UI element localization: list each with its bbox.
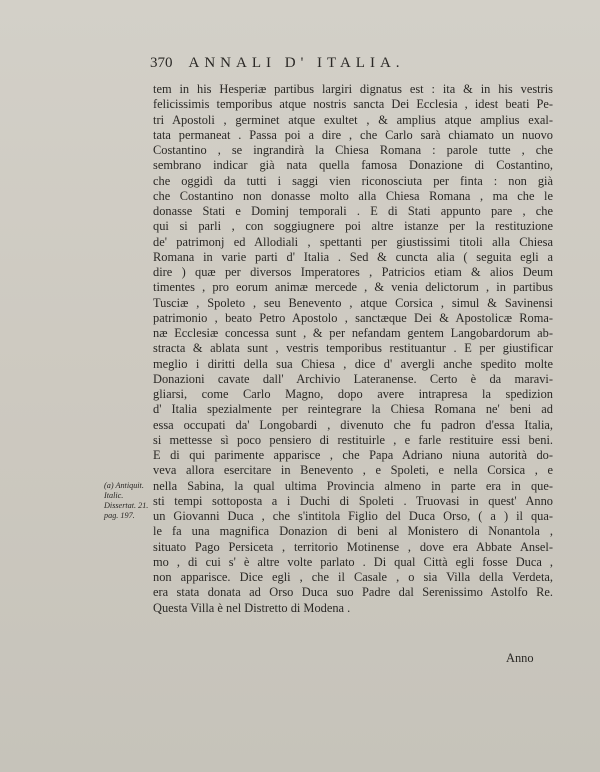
- text-line: tri Apostoli , germinet atque exultet , & amplius atque amplius exal-: [153, 112, 553, 127]
- text-line: sembrano indicar già nata quella famosa Donazione di Costantino,: [153, 158, 553, 173]
- text-line: che Costantino non donasse molto alla Chiesa Romana , ma che le: [153, 188, 553, 203]
- text-line: d' Italia spezialmente per reintegrare la Chiesa Romana ne' beni ad: [153, 402, 553, 417]
- text-line: le fa una magnifica Donazion di beni al Monistero di Nonantola ,: [153, 524, 553, 539]
- text-line: meglio i diritti della sua Chiesa , dice d' avergli anche spedito molte: [153, 356, 553, 371]
- text-line: stracta & ablata sunt , vestris temporibus restituantur . E per giustificar: [153, 341, 553, 356]
- text-line: non apparisce. Dice egli , che il Casale , o sia Villa della Verdeta,: [153, 570, 553, 584]
- text-line: donasse Stati e Dominj temporali . E di Stati appunto pare , che: [153, 204, 553, 218]
- text-line: si mettesse sì poco pensiero di restituirle , e farle restituire essi beni.: [153, 432, 553, 447]
- catchword: Anno: [506, 651, 534, 665]
- text-line: era stata donata ad Orso Duca suo Padre dal Serenissimo Astolfo Re.: [153, 585, 553, 600]
- text-line: E di qui parimente apparisce , che Papa Adriano niuna autorità do-: [153, 448, 553, 462]
- footnote-marker: (a): [104, 481, 114, 490]
- text-line: tem in his Hesperiæ partibus largiri dignatus est : ita & in his vestris: [153, 82, 553, 96]
- text-line: timentes , pro eorum animæ mercede , & venia delictorum , in partibus: [153, 280, 553, 295]
- marginal-footnote: [104, 481, 150, 521]
- text-line: Donazioni cavate dall' Archivio Lateranense. Certo è da maravi-: [153, 371, 553, 386]
- text-line: Costantino , se ingrandirà la Chiesa Romana : parole tutte , che: [153, 143, 553, 157]
- body-text: [153, 82, 553, 616]
- text-line: qui si parli , con soggiugnere poi altre istanze per la restituzione: [153, 219, 553, 234]
- page-header: [150, 55, 480, 72]
- text-line: un Giovanni Duca , che s'intitola Figlio del Duca Orso, ( a ) il qua-: [153, 509, 553, 523]
- text-line: situato Pago Persiceta , territorio Motinense , dove era Abbate Ansel-: [153, 539, 553, 554]
- text-line: de' patrimonj ed Allodiali , spettanti per giustissimi titoli alla Chiesa: [153, 234, 553, 249]
- text-line: Questa Villa è nel Distretto di Modena .: [153, 600, 351, 615]
- text-line: tata permaneat . Passa poi a dire , che Carlo sarà chiamato un nuovo: [153, 127, 553, 142]
- text-line: næ Ecclesiæ concessa sunt , & per nefandam gentem Langobardorum ab-: [153, 326, 553, 340]
- page-number: 370: [150, 55, 173, 71]
- text-line: che oggidì da tutti i saggi vien riconosciuta per finta : non già: [153, 173, 553, 188]
- text-line: felicissimis temporibus atque nostris sancta Dei Ecclesia , idest beati Pe-: [153, 97, 553, 112]
- running-title: ANNALI D' ITALIA.: [188, 55, 405, 71]
- text-line: Tusciæ , Spoleto , seu Benevento , atque Corsica , simul & Savinensi: [153, 295, 553, 310]
- text-line: gliarsi, come Carlo Magno, dopo avere intrapresa la spedizion: [153, 387, 553, 401]
- text-line: Romana in varie parti d' Italia . Sed & cuncta alia ( seguita egli a: [153, 249, 553, 264]
- text-line: nella Sabina, la qual ultima Provincia almeno in parte era in que-: [153, 478, 553, 493]
- text-line: sti tempi sottoposta a i Duchi di Spoleti . Truovasi in quest' Anno: [153, 493, 553, 508]
- text-line: essa occupati da' Longobardi , divenuto che fu padron d'essa Italia,: [153, 417, 553, 432]
- text-line: dire ) quæ per diversos Imperatores , Patricios etiam & alios Deum: [153, 265, 553, 279]
- footnote-text: Antiquit. Italic. Dissertat. 21. pag. 197.: [104, 481, 149, 520]
- text-line: patrimonio , beato Petro Apostolo , sanctæque Dei & Apostolicæ Roma-: [153, 310, 553, 325]
- text-line: veva allora esercitare in Benevento , e Spoleti, e nella Corsica , e: [153, 463, 553, 478]
- text-line: mo , di cui s' è altre volte parlato . Di qual Città egli fosse Duca ,: [153, 554, 553, 569]
